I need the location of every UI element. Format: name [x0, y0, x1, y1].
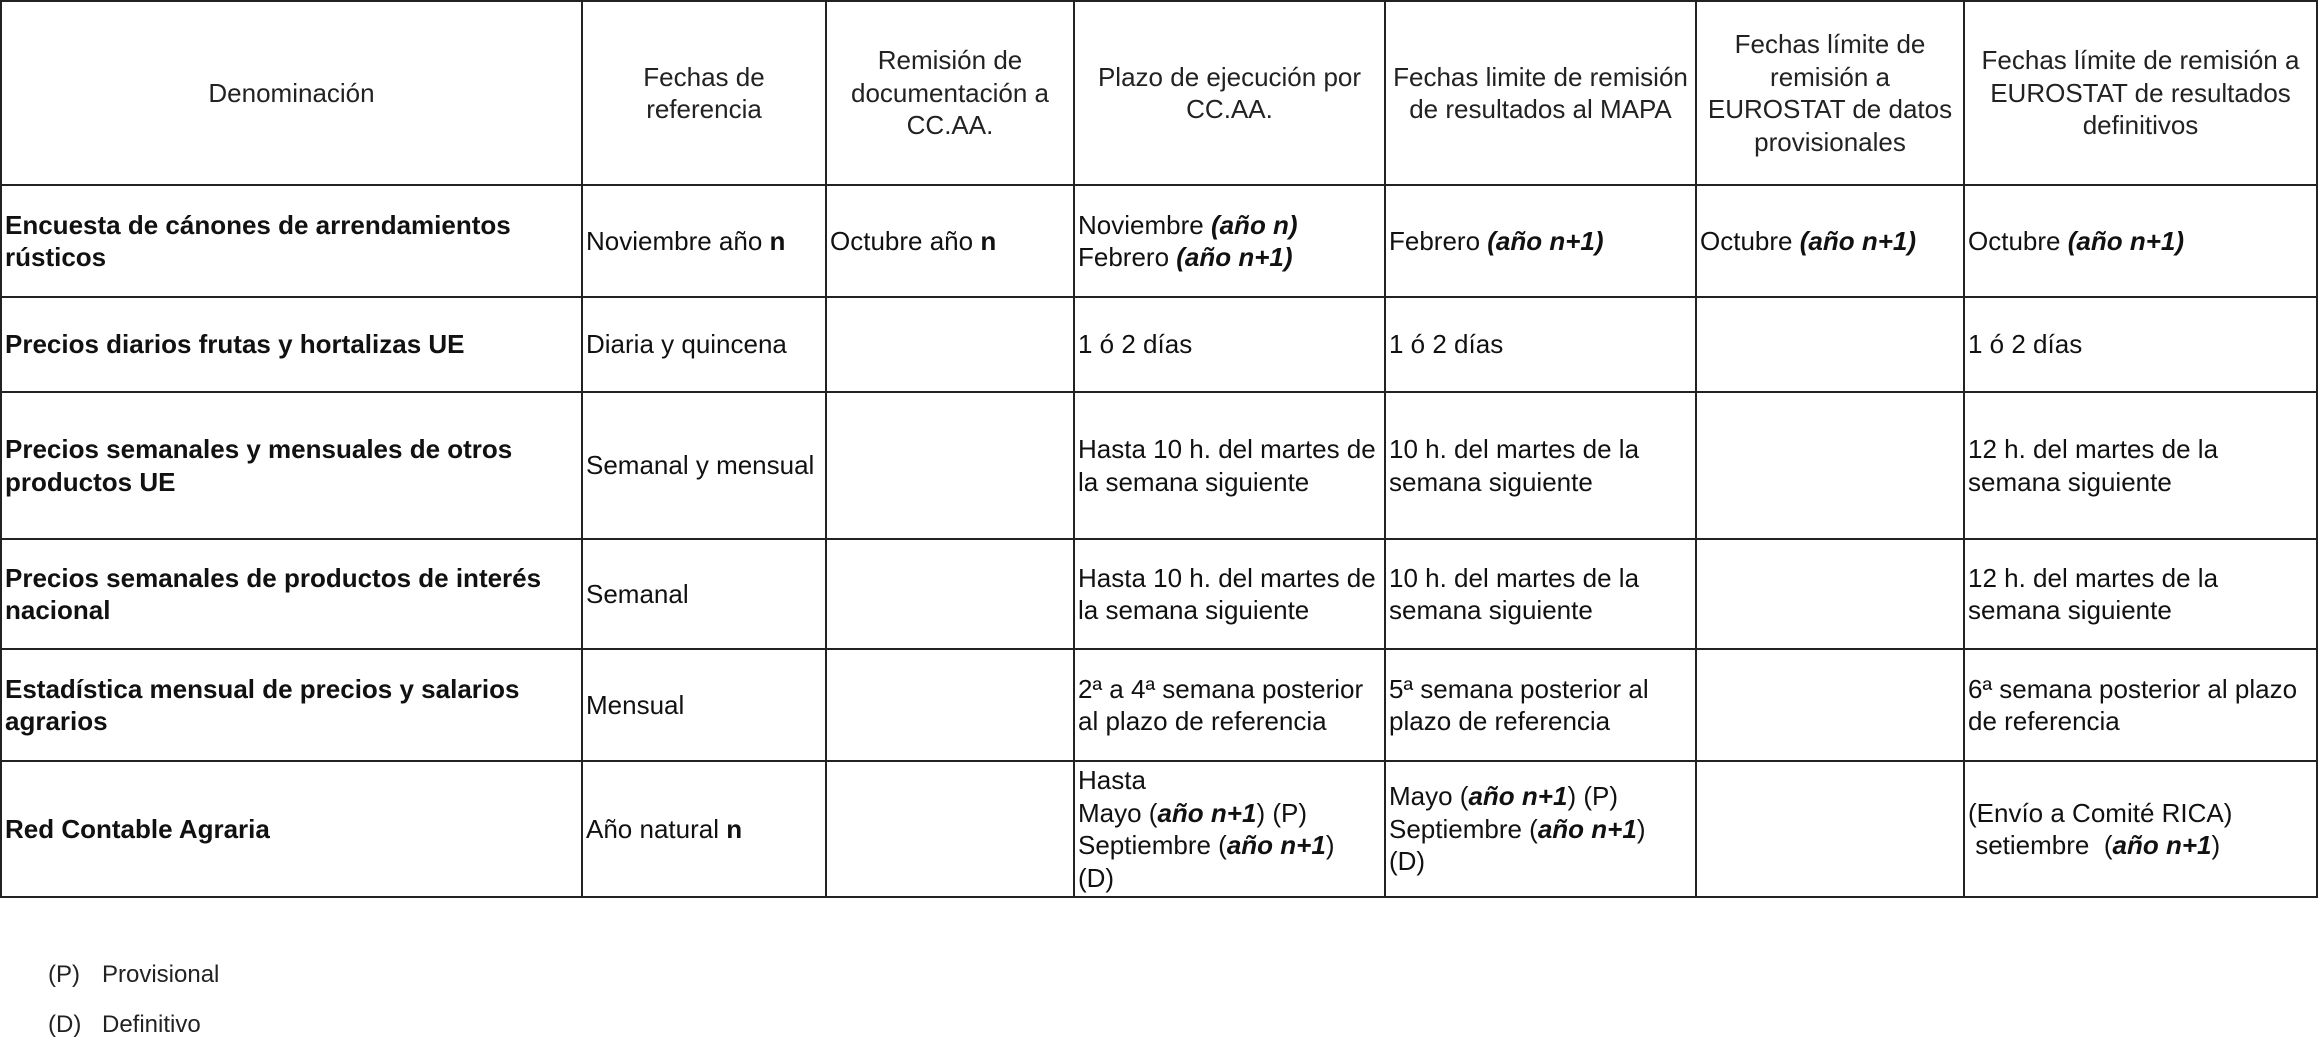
doc-cell [826, 392, 1074, 539]
plazo-cell: Hasta 10 h. del martes de la semana siguiente [1074, 392, 1385, 539]
mapa-cell: Febrero (año n+1) [1385, 185, 1696, 297]
row-name: Precios diarios frutas y hortalizas UE [1, 297, 582, 392]
ref-cell: Diaria y quincena [582, 297, 826, 392]
ref-cell: Noviembre año n [582, 185, 826, 297]
def-cell: 6ª semana posterior al plazo de referencia [1964, 649, 2317, 761]
ref-cell: Semanal [582, 539, 826, 649]
header-cell: Fechas de referencia [582, 1, 826, 185]
row-name: Encuesta de cánones de arrendamientos rústicos [1, 185, 582, 297]
plazo-cell: Noviembre (año n) Febrero (año n+1) [1074, 185, 1385, 297]
doc-cell: Octubre año n [826, 185, 1074, 297]
header-row [1, 1, 2317, 185]
footnote-definitivo: (D) Definitivo [48, 1011, 201, 1038]
mapa-cell: 1 ó 2 días [1385, 297, 1696, 392]
def-cell: (Envío a Comité RICA) setiembre (año n+1) [1964, 761, 2317, 897]
row-name: Red Contable Agraria [1, 761, 582, 897]
doc-cell [826, 761, 1074, 897]
plazo-cell: Hasta Mayo (año n+1) (P) Septiembre (año n+1) (D) [1074, 761, 1385, 897]
header-cell: Fechas límite de remisión a EUROSTAT de datos provisionales [1696, 1, 1964, 185]
mapa-cell: 10 h. del martes de la semana siguiente [1385, 392, 1696, 539]
header-cell: Denominación [1, 1, 582, 185]
plazo-cell: 1 ó 2 días [1074, 297, 1385, 392]
mapa-cell: Mayo (año n+1) (P) Septiembre (año n+1) (D) [1385, 761, 1696, 897]
table-row [1, 185, 2317, 297]
ref-cell: Mensual [582, 649, 826, 761]
prov-cell: Octubre (año n+1) [1696, 185, 1964, 297]
footnotes [48, 950, 219, 1050]
doc-cell [826, 297, 1074, 392]
mapa-cell: 10 h. del martes de la semana siguiente [1385, 539, 1696, 649]
doc-cell [826, 539, 1074, 649]
prov-cell [1696, 761, 1964, 897]
plazo-cell: Hasta 10 h. del martes de la semana siguiente [1074, 539, 1385, 649]
header-cell: Fechas limite de remisión de resultados al MAPA [1385, 1, 1696, 185]
doc-cell [826, 649, 1074, 761]
row-name: Precios semanales de productos de interés nacional [1, 539, 582, 649]
mapa-cell: 5ª semana posterior al plazo de referencia [1385, 649, 1696, 761]
def-cell: Octubre (año n+1) [1964, 185, 2317, 297]
row-name: Estadística mensual de precios y salarios agrarios [1, 649, 582, 761]
def-cell: 1 ó 2 días [1964, 297, 2317, 392]
def-cell: 12 h. del martes de la semana siguiente [1964, 539, 2317, 649]
table-row [1, 761, 2317, 897]
table-row [1, 297, 2317, 392]
row-name: Precios semanales y mensuales de otros productos UE [1, 392, 582, 539]
table-row [1, 649, 2317, 761]
def-cell: 12 h. del martes de la semana siguiente [1964, 392, 2317, 539]
prov-cell [1696, 539, 1964, 649]
plazo-cell: 2ª a 4ª semana posterior al plazo de referencia [1074, 649, 1385, 761]
header-cell: Remisión de documentación a CC.AA. [826, 1, 1074, 185]
prov-cell [1696, 649, 1964, 761]
ref-cell: Semanal y mensual [582, 392, 826, 539]
prov-cell [1696, 297, 1964, 392]
table-row [1, 539, 2317, 649]
table-row [1, 392, 2317, 539]
footnote-provisional: (P) Provisional [48, 961, 220, 988]
prov-cell [1696, 392, 1964, 539]
header-cell: Plazo de ejecución por CC.AA. [1074, 1, 1385, 185]
ref-cell: Año natural n [582, 761, 826, 897]
header-cell: Fechas límite de remisión a EUROSTAT de resultados definitivos [1964, 1, 2317, 185]
